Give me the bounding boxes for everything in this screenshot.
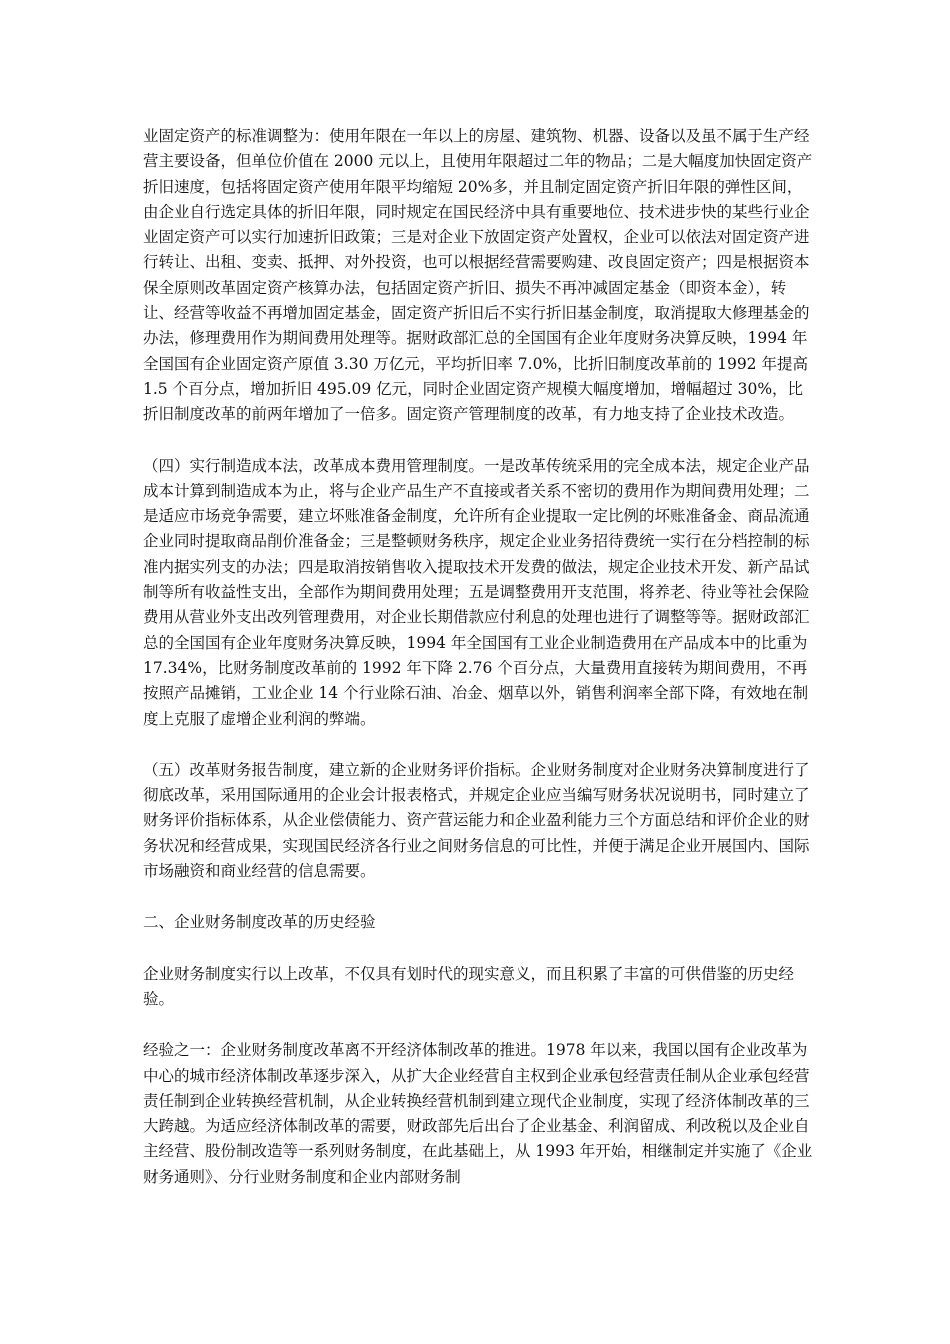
paragraph-intro-experience: 企业财务制度实行以上改革，不仅具有划时代的现实意义，而且积累了丰富的可供借鉴的历史经验。 — [143, 964, 795, 1008]
paragraph-fixed-assets: 业固定资产的标准调整为：使用年限在一年以上的房屋、建筑物、机器、设备以及虽不属于生产经营主要设备，但单位价值在 2000 元以上，且使用年限超过二年的物品；二是大幅度加快固定资产折旧速度，包括将固定资产使用年限平均缩短 20%多，并且制定固定资产折旧年限的弹性区间，由企业自行选定具体的折旧年限，同时规定在国民经济中具有重要地位、技术进步快的某些行业企业固定资产可以实行加速折旧政策；三是对企业下放固定资产处置权，企业可以依法对固定资产进行转让、出租、变卖、抵押、对外投资，也可以根据经营需要购建、改良固定资产；四是根据资本保全原则改革固定资产核算办法，包括固定资产折旧、损失不再冲减固定基金（即资本金），转让、经营等收益不再增加固定基金，固定资产折旧后不实行折旧基金制度，取消提取大修理基金的办法，修理费用作为期间费用处理等。据财政部汇总的全国国有企业年度财务决算反映，1994 年全国国有企业固定资产原值 3.30 万亿元，平均折旧率 7.0%，比折旧制度改革前的 1992 年提高 1.5 个百分点，增加折旧 495.09 亿元，同时企业固定资产规模大幅度增加，增幅超过 30%，比折旧制度改革的前两年增加了一倍多。固定资产管理制度的改革，有力地支持了企业技术改造。 — [143, 127, 813, 424]
paragraph-cost-method: （四）实行制造成本法，改革成本费用管理制度。一是改革传统采用的完全成本法，规定企业产品成本计算到制造成本为止，将与企业产品生产不直接或者关系不密切的费用作为期间费用处理；二是适应市场竞争需要，建立坏账准备金制度，允许所有企业提取一定比例的坏账准备金、商品流通企业同时提取商品削价准备金；三是整顿财务秩序，规定企业业务招待费统一实行在分档控制的标准内据实列支的办法；四是取消按销售收入提取技术开发费的做法，规定企业技术开发、新产品试制等所有收益性支出，全部作为期间费用处理；五是调整费用开支范围，将养老、待业等社会保险费用从营业外支出改列管理费用，对企业长期借款应付利息的处理也进行了调整等等。据财政部汇总的全国国有企业年度财务决算反映，1994 年全国国有工业企业制造费用在产品成本中的比重为 17.34%，比财务制度改革前的 1992 年下降 2.76 个百分点，大量费用直接转为期间费用，不再按照产品摊销，工业企业 14 个行业除石油、冶金、烟草以外，销售利润率全部下降，有效地在制度上克服了虚增企业利润的弊端。 — [143, 456, 810, 728]
section-heading-history: 二、企业财务制度改革的历史经验 — [143, 913, 376, 932]
document-body — [143, 124, 815, 1216]
paragraph-financial-report: （五）改革财务报告制度，建立新的企业财务评价指标。企业财务制度对企业财务决算制度进行了彻底改革，采用国际通用的企业会计报表格式，并规定企业应当编写财务状况说明书，同时建立了财务评价指标体系，从企业偿债能力、资产营运能力和企业盈利能力三个方面总结和评价企业的财务状况和经营成果，实现国民经济各行业之间财务信息的可比性，并便于满足企业开展国内、国际市场融资和商业经营的信息需要。 — [143, 760, 810, 881]
paragraph-experience-one: 经验之一：企业财务制度改革离不开经济体制改革的推进。1978 年以来，我国以国有企业改革为中心的城市经济体制改革逐步深入，从扩大企业经营自主权到企业承包经营责任制从企业承包经营责任制到企业转换经营机制，从企业转换经营机制到建立现代企业制度，实现了经济体制改革的三大跨越。为适应经济体制改革的需要，财政部先后出台了企业基金、利润留成、利改税以及企业自主经营、股份制改造等一系列财务制度，在此基础上，从 1993 年开始，相继制定并实施了《企业财务通则》、分行业财务制度和企业内部财务制 — [143, 1041, 813, 1186]
